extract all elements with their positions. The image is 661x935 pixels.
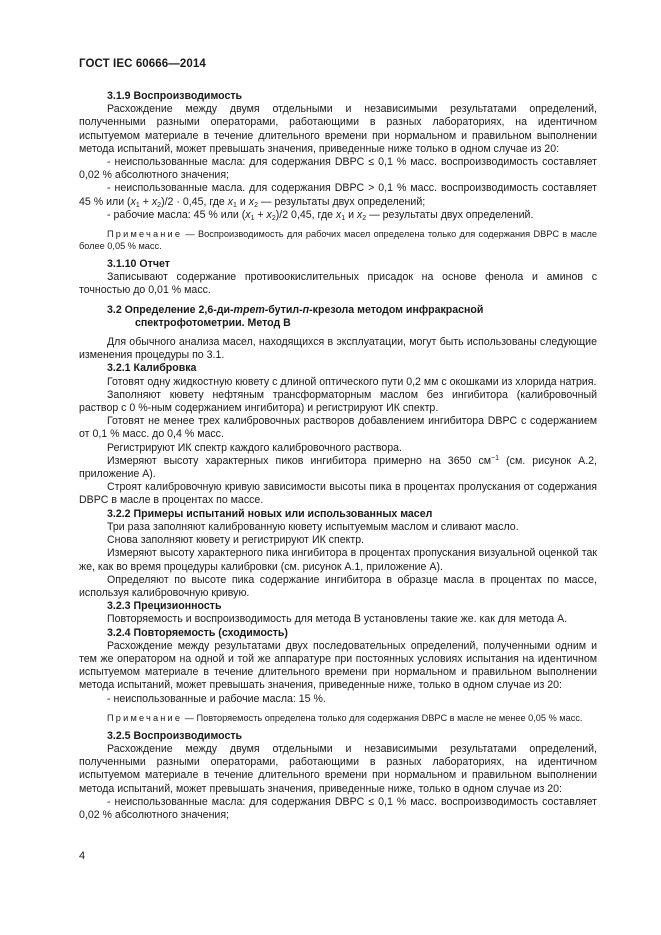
- calibration-p1: Готовят одну жидкостную кювету с длиной оптического пути 0,2 мм с окошками из хлорида натрия.: [107, 375, 597, 388]
- note-3-2-4: Примечание — Повторяемость определена только для содержания DBPC в масле не менее 0,05 % масс.: [107, 712, 583, 723]
- section-3-2-text: Для обычного анализа масел, находящихся в эксплуатации, могут быть использованы следующие изменения процедуры по 3.1.: [79, 336, 597, 362]
- section-3-2-2-heading: 3.2.2 Примеры испытаний новых или использованных масел: [107, 507, 433, 520]
- section-3-1-9-intro: Расхождение между двумя отдельными и независимыми результатами определений, полученными разными операторами, работающими в разных лабораториях, на идентичном испытуемом материале в течение длительного времени при нормальном и правильном выполнении метода испытаний, может превышать значения, приведенные ниже только в одном случае из 20:: [79, 103, 597, 155]
- section-3-1-9-heading: 3.1.9 Воспроизводимость: [107, 90, 243, 102]
- note-3-1-9: Примечание — Воспроизводимость для рабочих масел определена только для содержания DBPC в масле более 0,05 % масс.: [79, 229, 597, 252]
- section-3-2-heading: 3.2 Определение 2,6-ди-трет-бутил-п-крезола методом инфракрасной: [107, 303, 484, 316]
- test-examples-p1: Три раза заполняют калиброванную кювету испытуемым маслом и сливают масло.: [107, 520, 519, 533]
- reproducibility-item-working: - рабочие масла: 45 % или $(x_1 + x_2)/2$ 0,45, где $x_1$ и $x_2$ — результаты двух определений.: [107, 208, 534, 222]
- calibration-p2: Заполняют кювету нефтяным трансформаторным маслом без ингибитора (калибровочный раствор с 0 %-ным содержанием ингибитора) и регистрируют ИК спектр.: [79, 388, 597, 415]
- reproducibility-b-item1: - неиспользованные масла: для содержания DBPC ≤ 0,1 % масс. воспроизводимость составляет 0,02 % абсолютного значения;: [79, 795, 597, 821]
- document-body: [79, 90, 597, 822]
- page-number: 4: [79, 850, 86, 862]
- section-3-2-5-heading: 3.2.5 Воспроизводимость: [107, 729, 243, 742]
- section-3-2-3-heading: 3.2.3 Прецизионность: [107, 600, 222, 613]
- section-3-1-10-heading: 3.1.10 Отчет: [107, 258, 170, 271]
- section-3-2-4-heading: 3.2.4 Повторяемость (сходимость): [107, 626, 288, 639]
- repeatability-p1: Расхождение между результатами двух последовательных определений, полученными одним и тем же оператором на одной и той же аппаратуре при постоянных условиях испытания на идентичном испытуемом материале в течение длительного времени при нормальном и правильном выполнении метода испытаний, может превышать значения, приведенные ниже, только в одном случае из 20:: [79, 639, 597, 692]
- test-examples-p4: Определяют по высоте пика содержание ингибитора в образце масла в процентах по массе, используя калибровочную кривую.: [79, 573, 597, 599]
- reproducibility-item-unused-high: - неиспользованные масла. для содержания DBPC > 0,1 % масс. воспроизводимость составляет 45 % или $(x_1 + x_2)/2 \cdot 0,45$, где $x_1$ и $x_2$ — результаты двух определений;: [79, 182, 597, 209]
- calibration-p3: Готовят не менее трех калибровочных растворов добавлением ингибитора DBPC с содержанием от 0,1 % масс. до 0,4 % масс.: [79, 415, 597, 441]
- section-3-2-heading-line2: спектрофотометрии. Метод В: [135, 316, 291, 329]
- precision-p1: Повторяемость и воспроизводимость для метода В установлены такие же. как для метода А.: [107, 613, 568, 626]
- calibration-p6: Строят калибровочную кривую зависимости высоты пика в процентах пролускания от содержания DBPC в масле в процентах по массе.: [79, 481, 597, 507]
- repeatability-item1: - неиспользованные и рабочие масла: 15 %.: [107, 692, 326, 705]
- calibration-p4: Регистрируют ИК спектр каждого калибровочного раствора.: [107, 441, 402, 454]
- calibration-p5: Измеряют высоту характерных пиков ингибитора примерно на 3650 $см^{-1}$ (см. рисунок А.2, приложение А).: [79, 454, 597, 481]
- reproducibility-item-unused-low: - неиспользованные масла: для содержания DBPC ≤ 0,1 % масс. воспроизводимость составляет 0,02 % абсолютного значения;: [79, 156, 597, 182]
- section-3-1-10-text: Записывают содержание противоокислительных присадок на основе фенола и аминов с точностью до 0,01 % масс.: [79, 271, 597, 297]
- page-header: ГОСТ IEC 60666—2014: [79, 58, 206, 70]
- test-examples-p2: Снова заполняют кювету и регистрируют ИК спектр.: [107, 534, 365, 547]
- test-examples-p3: Измеряют высоту характерного пика ингибитора в процентах пропускания визуальной оценкой так же, как во время процедуры калибровки (см. рисунок А.1, приложение А).: [79, 547, 597, 573]
- section-3-2-1-heading: 3.2.1 Калибровка: [107, 362, 197, 375]
- reproducibility-b-p1: Расхождение между двумя отдельными и независимыми результатами определений, полученными разными операторами, работающими в разных лабораториях, на идентичном испытуемом материале в течение длительного времени при нормальном и правильном выполнении метода испытаний, может превышать значения, приведенные ниже, только в одном случае из 20:: [79, 742, 597, 795]
